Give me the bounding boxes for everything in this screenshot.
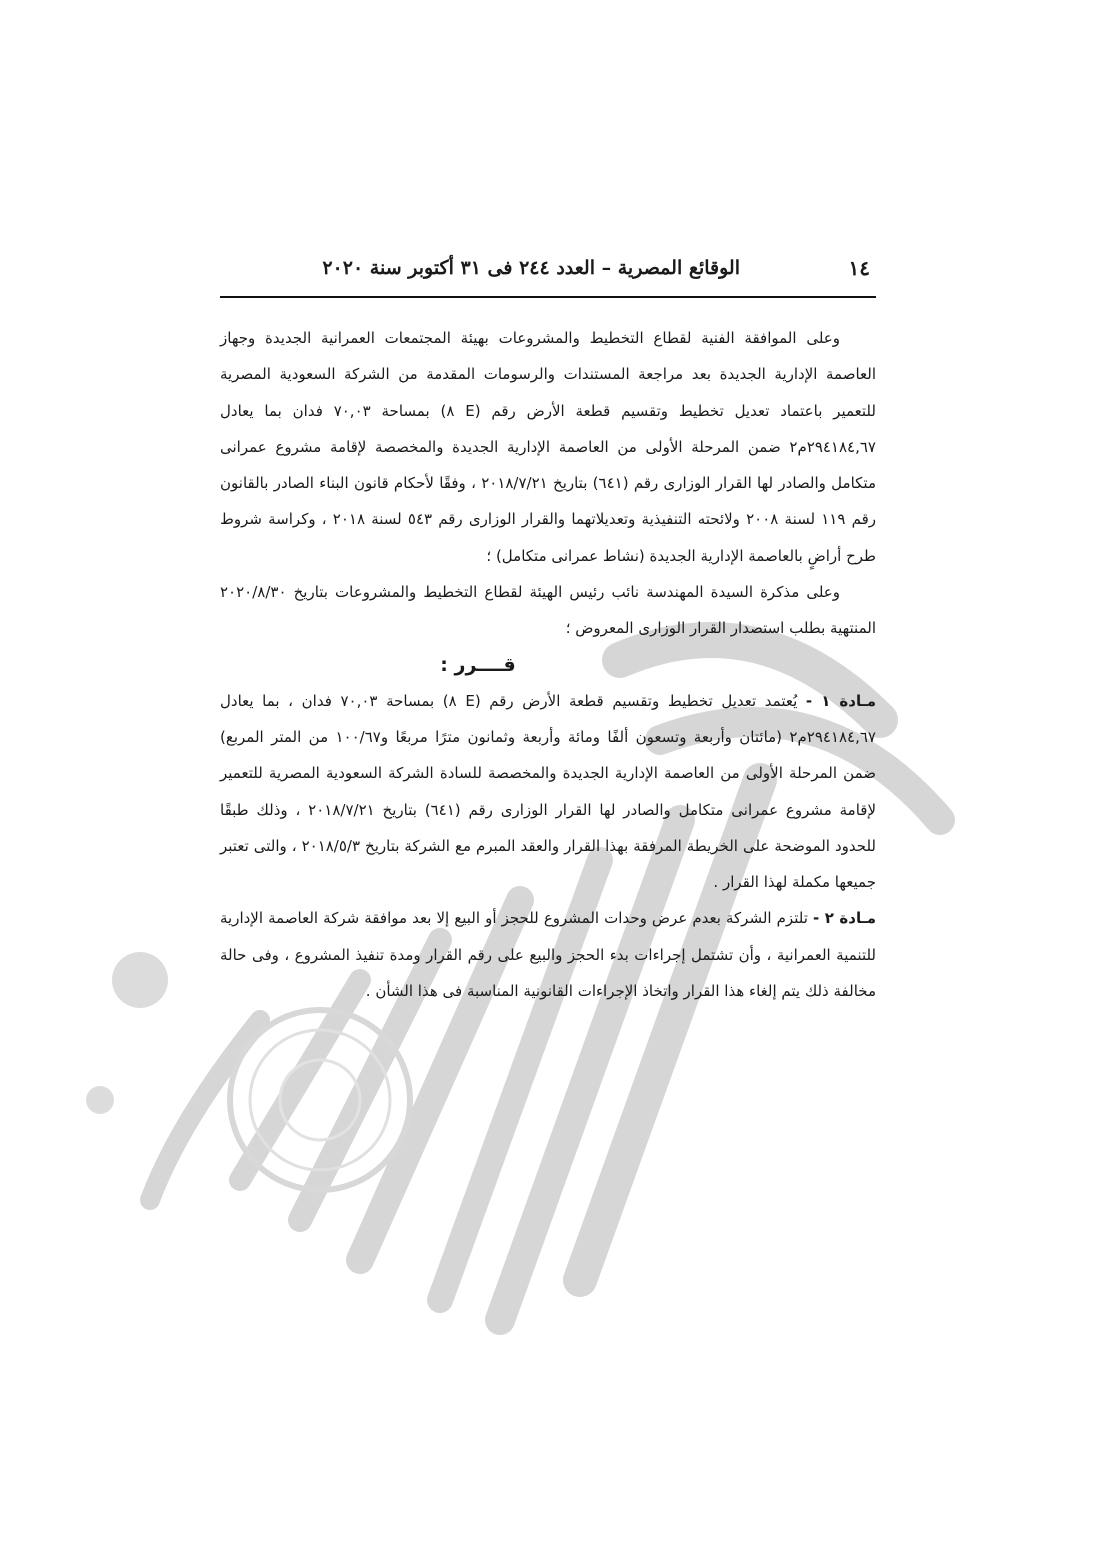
article-2 <box>220 900 876 1009</box>
paragraph-technical-approval: وعلى الموافقة الفنية لقطاع التخطيط والمشروعات بهيئة المجتمعات العمرانية الجديدة وجهاز العاصمة الإدارية الجديدة بعد مراجعة المستندات والرسومات المقدمة من الشركة السعودية المصرية للتعمير باعتماد تعديل تخطيط وتقسيم قطعة الأرض رقم (E ٨) بمساحة ٧٠,٠٣ فدان بما يعادل ٢٩٤١٨٤,٦٧م٢ ضمن المرحلة الأولى من العاصمة الإدارية الجديدة والمخصصة لإقامة مشروع عمرانى متكامل والصادر لها القرار الوزارى رقم (٦٤١) بتاريخ ٢٠١٨/٧/٢١ ، وفقًا لأحكام قانون البناء الصادر بالقانون رقم ١١٩ لسنة ٢٠٠٨ ولائحته التنفيذية وتعديلاتهما والقرار الوزارى رقم ٥٤٣ لسنة ٢٠١٨ ، وكراسة شروط طرح أراضٍ بالعاصمة الإدارية الجديدة (نشاط عمرانى متكامل) ؛ <box>220 329 877 565</box>
article-1-label: مـادة ١ - <box>805 691 877 710</box>
page-header <box>220 240 876 298</box>
document-body <box>220 320 876 1009</box>
article-2-text: تلتزم الشركة بعدم عرض وحدات المشروع للحجز أو البيع إلا بعد موافقة شركة العاصمة الإدارية للتنمية العمرانية ، وأن تشتمل إجراءات بدء الحجز والبيع على رقم القرار ومدة تنفيذ المشروع ، وفى حالة مخالفة ذلك يتم إلغاء هذا القرار واتخاذ الإجراءات القانونية المناسبة فى هذا الشأن . <box>220 909 876 1001</box>
article-1 <box>220 683 876 901</box>
decree-heading: قــــرر : <box>440 653 516 676</box>
document-page <box>220 240 876 1009</box>
article-2-label: مـادة ٢ - <box>812 909 877 928</box>
article-1-text: يُعتمد تعديل تخطيط وتقسيم قطعة الأرض رقم (E ٨) بمساحة ٧٠,٠٣ فدان ، بما يعادل ٢٩٤١٨٤,٦٧م٢ (مائتان وأربعة وتسعون ألفًا ومائة وأربعة وثمانون مترًا مربعًا و١٠٠/٦٧ من المتر المربع) ضمن المرحلة الأولى من العاصمة الإدارية الجديدة والمخصصة للسادة الشركة السعودية المصرية للتعمير لإقامة مشروع عمرانى متكامل والصادر لها القرار الوزارى رقم (٦٤١) بتاريخ ٢٠١٨/٧/٢١ ، وذلك طبقًا للحدود الموضحة على الخريطة المرفقة بهذا القرار والعقد المبرم مع الشركة بتاريخ ٢٠١٨/٥/٣ ، والتى تعتبر جميعها مكملة لهذا القرار . <box>220 691 876 892</box>
gazette-title: الوقائع المصرية – العدد ٢٤٤ فى ٣١ أكتوبر سنة ٢٠٢٠ <box>322 257 740 279</box>
page-number: ١٤ <box>848 256 870 280</box>
paragraph-memo: وعلى مذكرة السيدة المهندسة نائب رئيس الهيئة لقطاع التخطيط والمشروعات بتاريخ ٢٠٢٠/٨/٣٠ المنتهية بطلب استصدار القرار الوزارى المعروض ؛ <box>220 583 876 638</box>
